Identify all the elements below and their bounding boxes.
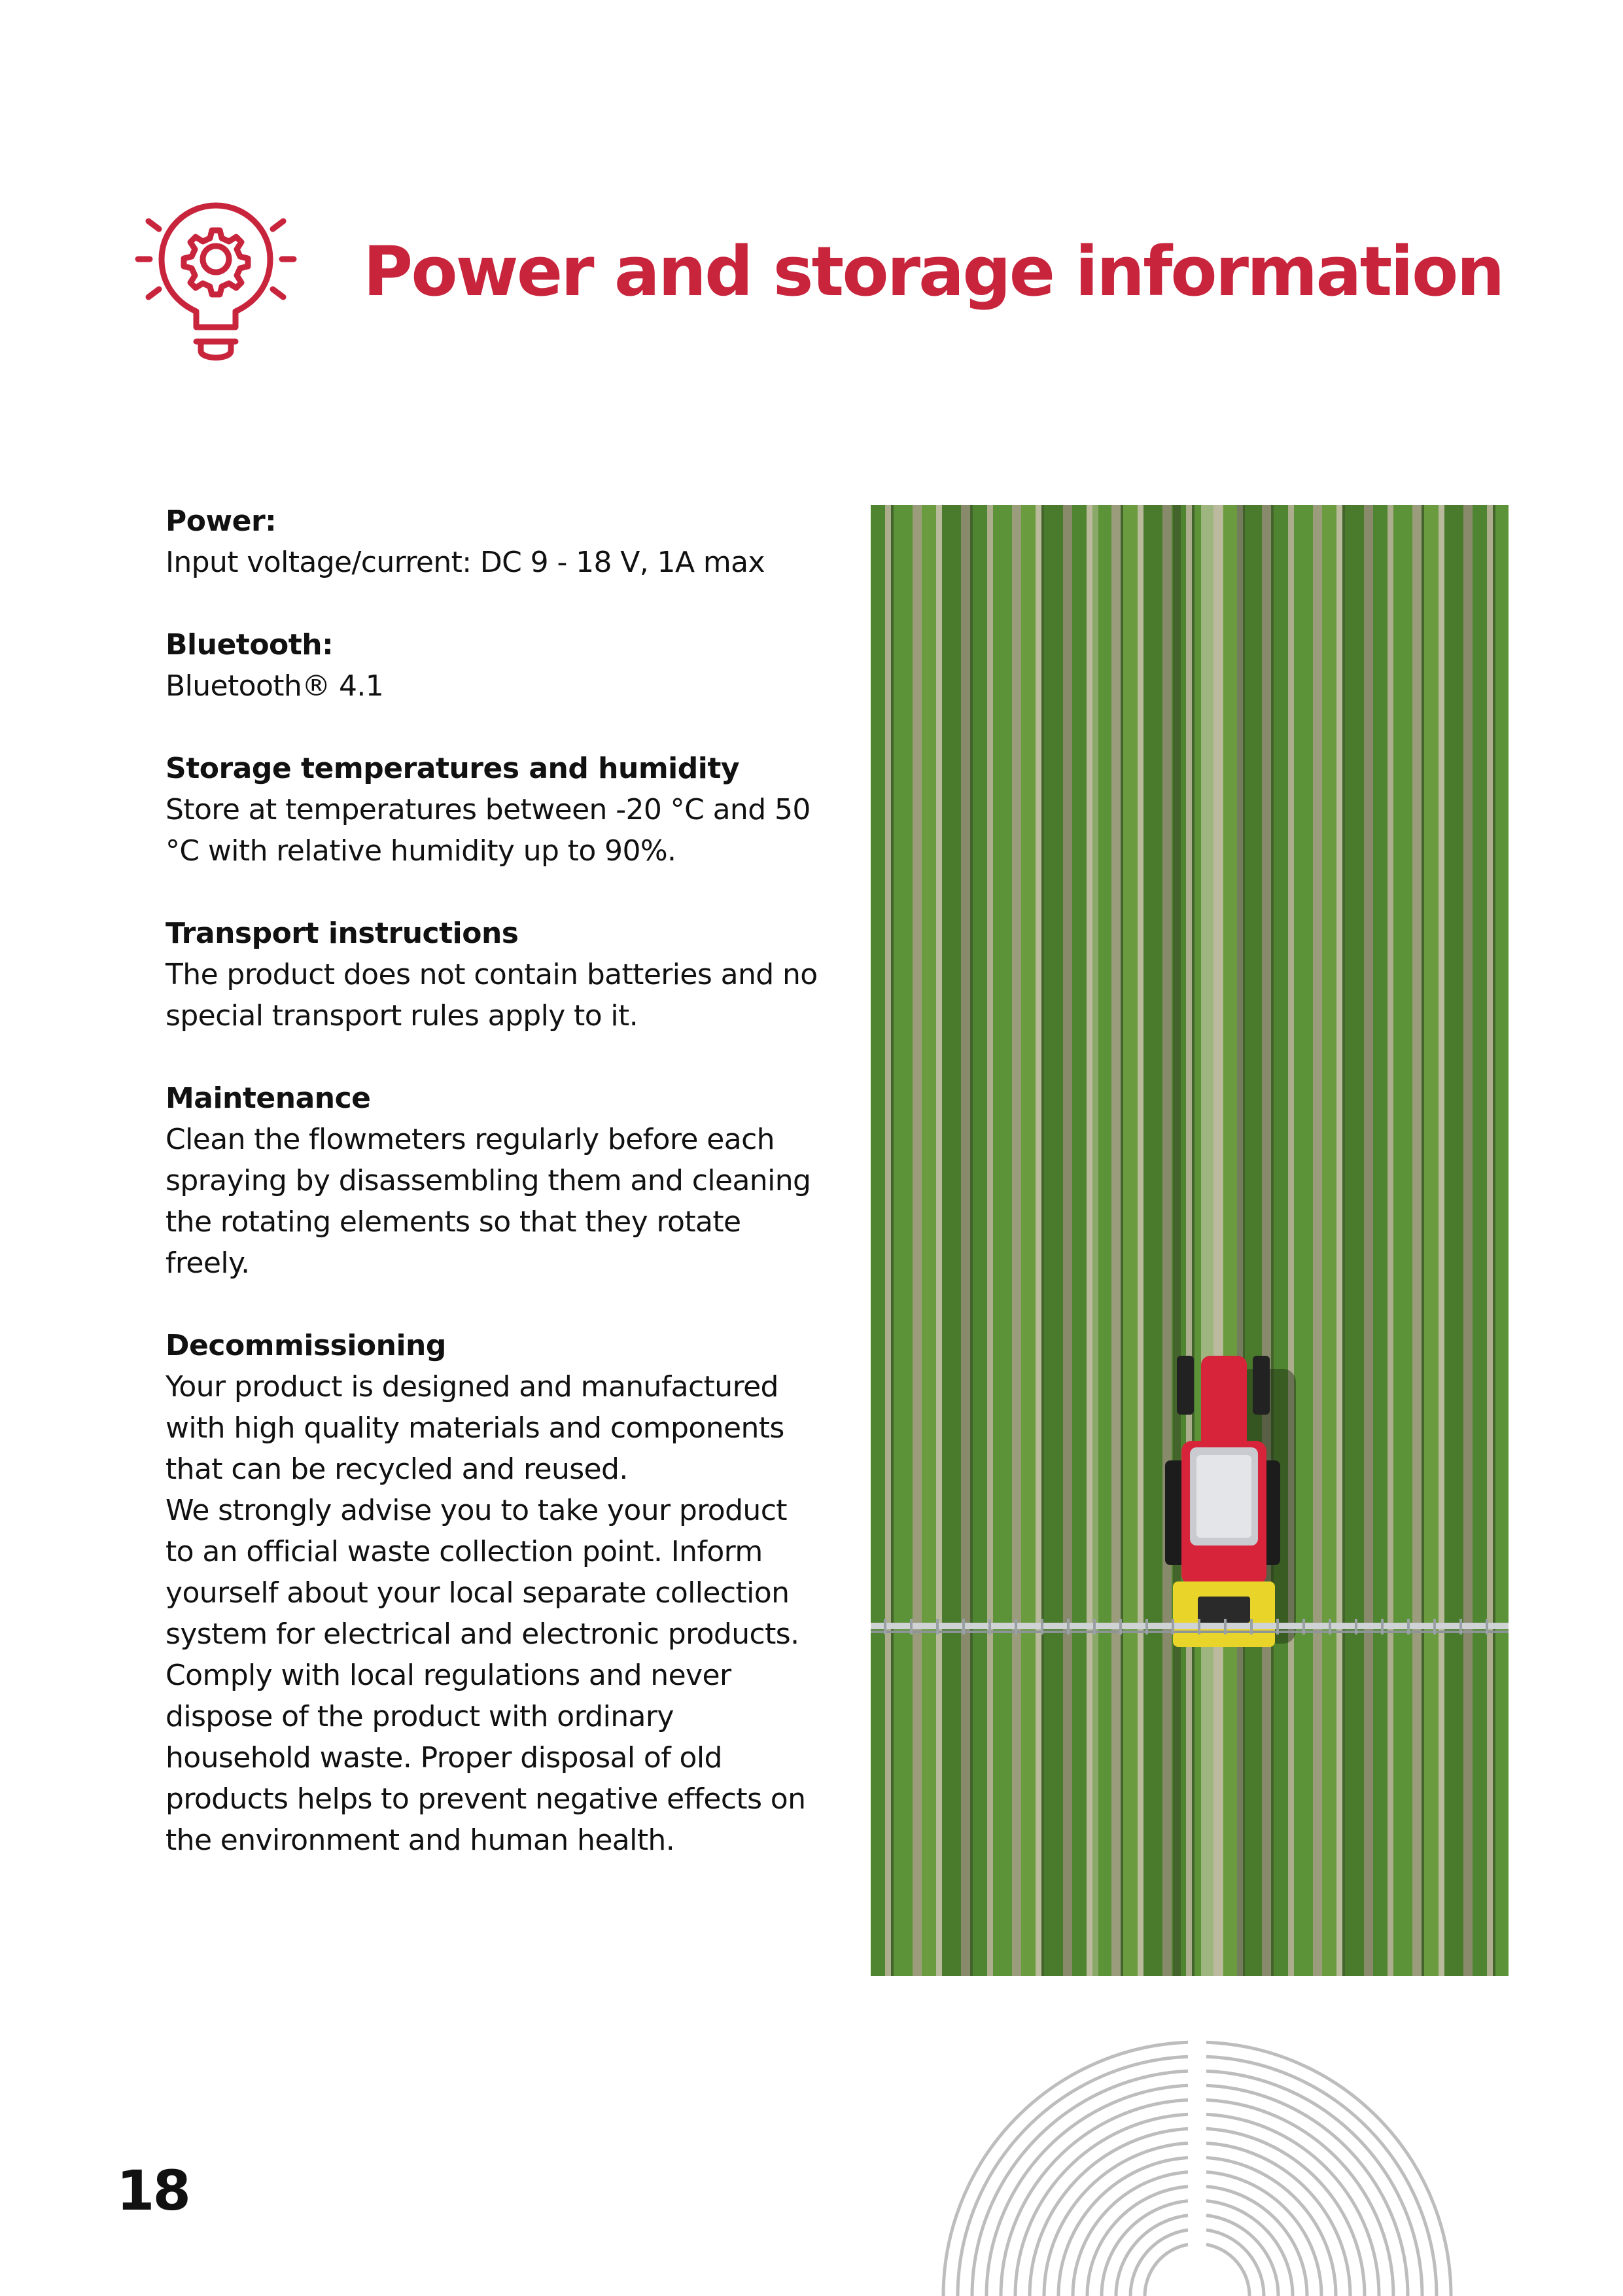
section-heading: Transport instructions — [166, 917, 519, 950]
section-paragraph: Store at temperatures between -20 °C and 50 °C with relative humidity up to 90%. — [166, 793, 811, 868]
section — [166, 1325, 820, 1861]
section-body — [166, 1119, 820, 1284]
section-body — [166, 789, 820, 872]
section-heading: Storage temperatures and humidity — [166, 752, 740, 785]
section — [166, 624, 820, 707]
section — [166, 748, 820, 872]
decorative-arcs — [929, 2022, 1465, 2296]
section — [166, 501, 820, 583]
section-body — [166, 542, 820, 583]
page-title: Power and storage information — [363, 232, 1503, 311]
section-body — [166, 1366, 820, 1861]
section-paragraph: Input voltage/current: DC 9 - 18 V, 1A max — [166, 546, 765, 579]
section-paragraph: Your product is designed and manufactured with high quality materials and components that can be recycled and reused. — [166, 1370, 784, 1486]
section-paragraph: The product does not contain batteries and no special transport rules apply to it. — [166, 958, 818, 1033]
section-paragraph: Clean the flowmeters regularly before each spraying by disassembling them and cleaning the rotating elements so that they rotate freely. — [166, 1123, 811, 1280]
text-column — [166, 501, 820, 1902]
field-photo — [871, 505, 1509, 1976]
page-number: 18 — [116, 2159, 189, 2223]
section-heading: Decommissioning — [166, 1329, 446, 1362]
section-paragraph: Bluetooth® 4.1 — [166, 669, 384, 703]
section-heading: Bluetooth: — [166, 628, 334, 662]
section-body — [166, 665, 820, 707]
lightbulb-gear-icon — [134, 196, 298, 366]
section-paragraph: We strongly advise you to take your product to an official waste collection point. Inform yourself about your local separate collection system for electrical and electronic products. Comply with local regulations and never dispose of the product with ordinary household waste. Proper disposal of old products helps to prevent negative effects on the environment and human health. — [166, 1494, 806, 1857]
section — [166, 1078, 820, 1284]
section — [166, 913, 820, 1036]
section-heading: Maintenance — [166, 1082, 371, 1115]
section-body — [166, 954, 820, 1036]
section-heading: Power: — [166, 504, 277, 538]
